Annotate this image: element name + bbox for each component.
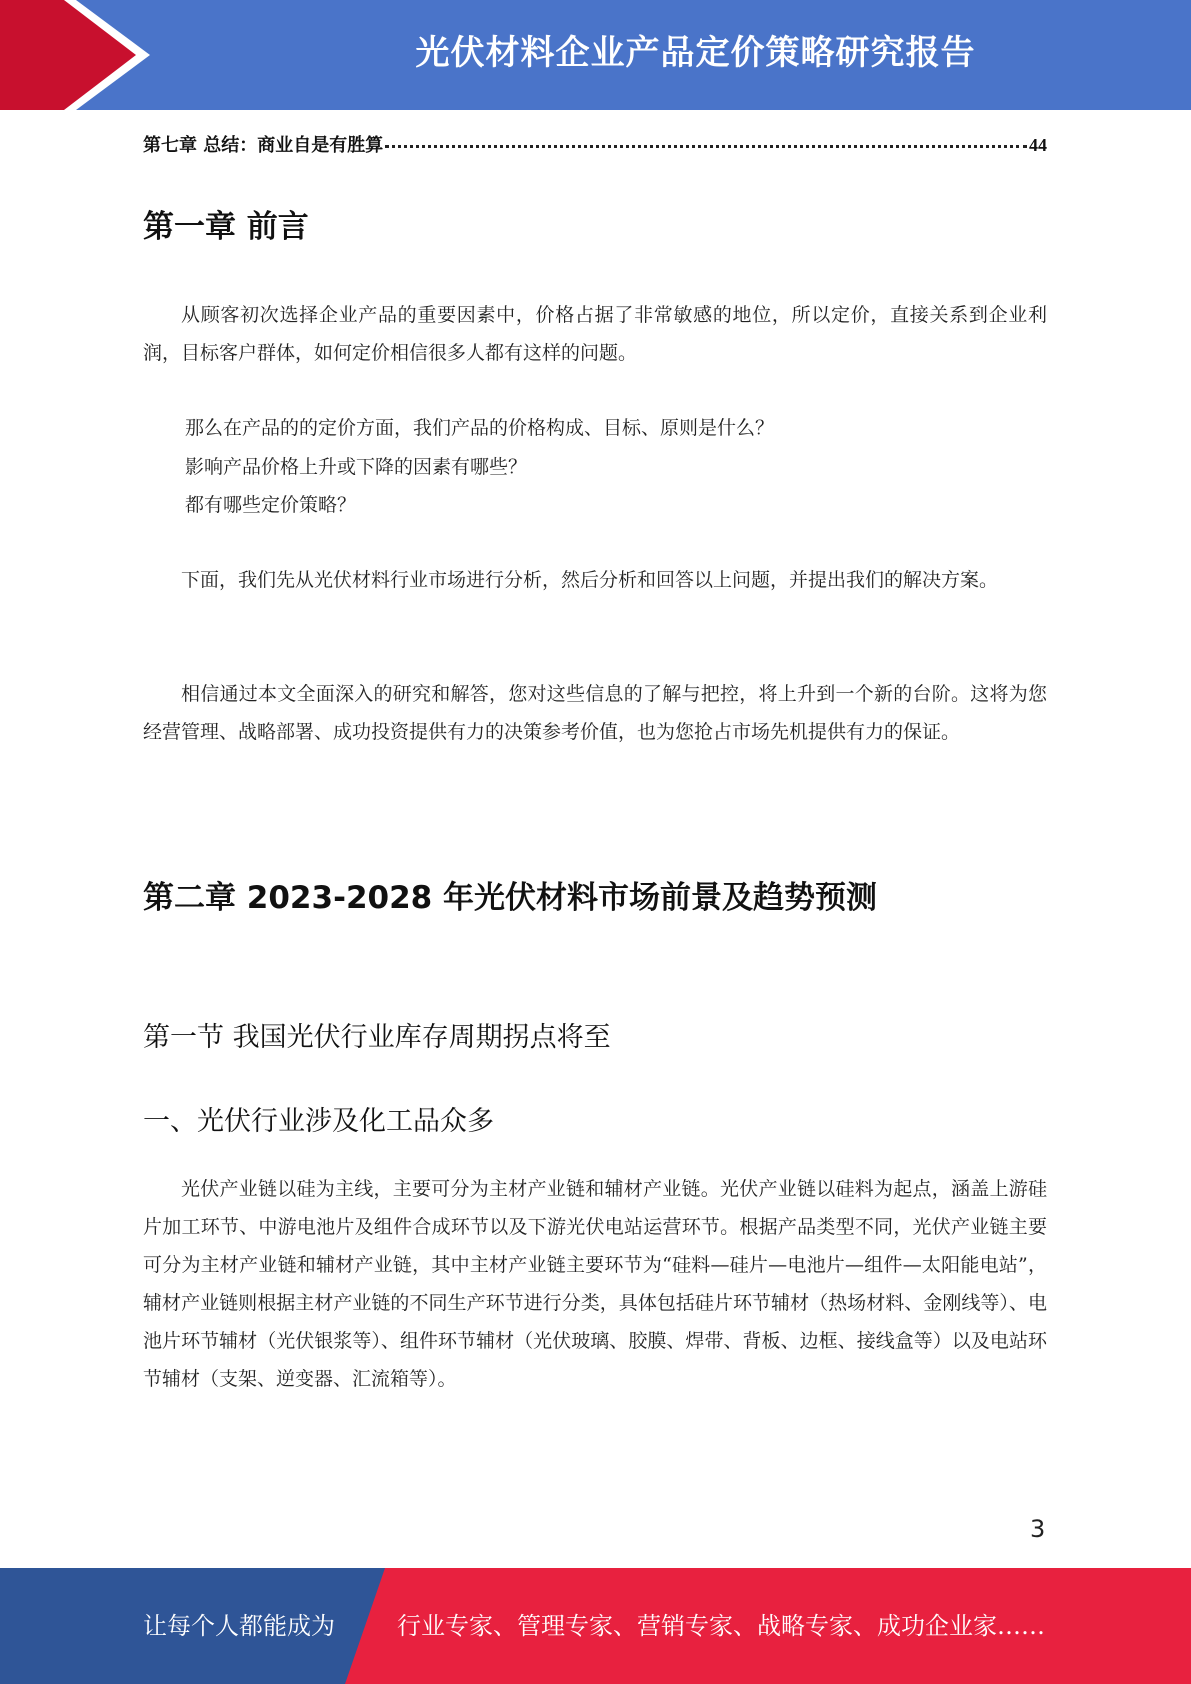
toc-entry-page: 44 (1029, 135, 1047, 155)
header-banner (0, 0, 1191, 110)
section-1-heading: 第一节 我国光伏行业库存周期拐点将至 (143, 1022, 611, 1053)
footer-banner (0, 1568, 1191, 1684)
chapter-2-heading: 第二章 2023-2028 年光伏材料市场前景及趋势预测 (143, 880, 878, 916)
chapter-1-paragraph-2: 下面，我们先从光伏材料行业市场进行分析，然后分析和回答以上问题，并提出我们的解决方案。 (181, 569, 999, 591)
footer-slogan-right: 行业专家、管理专家、营销专家、战略专家、成功企业家…… (397, 1612, 1045, 1640)
question-line-1: 那么在产品的的定价方面，我们产品的价格构成、目标、原则是什么？ (185, 417, 775, 439)
footer-slogan-left: 让每个人都能成为 (143, 1612, 335, 1640)
toc-entry[interactable] (143, 131, 1047, 157)
question-line-2: 影响产品价格上升或下降的因素有哪些？ (185, 456, 528, 478)
chapter-1-paragraph-1: 从顾客初次选择企业产品的重要因素中，价格占据了非常敏感的地位，所以定价，直接关系到企业利润，目标客户群体，如何定价相信很多人都有这样的问题。 (143, 304, 1047, 364)
toc-entry-title: 第七章 总结：商业自是有胜算 (143, 135, 384, 156)
chapter-1-paragraph-3: 相信通过本文全面深入的研究和解答，您对这些信息的了解与把控，将上升到一个新的台阶。这将为您经营管理、战略部署、成功投资提供有力的决策参考价值，也为您抢占市场先机提供有力的保证。 (143, 683, 1047, 743)
chapter-1-heading: 第一章 前言 (143, 209, 309, 245)
question-line-3: 都有哪些定价策略？ (185, 494, 357, 516)
toc-leader-dots (385, 145, 1027, 148)
report-title: 光伏材料企业产品定价策略研究报告 (415, 33, 976, 73)
page-number: 3 (1030, 1515, 1046, 1543)
subsection-1-heading: 一、光伏行业涉及化工品众多 (143, 1106, 494, 1137)
chapter-2-paragraph-1: 光伏产业链以硅为主线，主要可分为主材产业链和辅材产业链。光伏产业链以硅料为起点，涵盖上游硅片加工环节、中游电池片及组件合成环节以及下游光伏电站运营环节。根据产品类型不同，光伏产业链主要可分为主材产业链和辅材产业链，其中主材产业链主要环节为“硅料—硅片—电池片—组件—太阳能电站”，辅材产业链则根据主材产业链的不同生产环节进行分类，具体包括硅片环节辅材（热场材料、金刚线等）、电池片环节辅材（光伏银浆等）、组件环节辅材（光伏玻璃、胶膜、焊带、背板、边框、接线盒等）以及电站环节辅材（支架、逆变器、汇流箱等）。 (143, 1178, 1047, 1390)
